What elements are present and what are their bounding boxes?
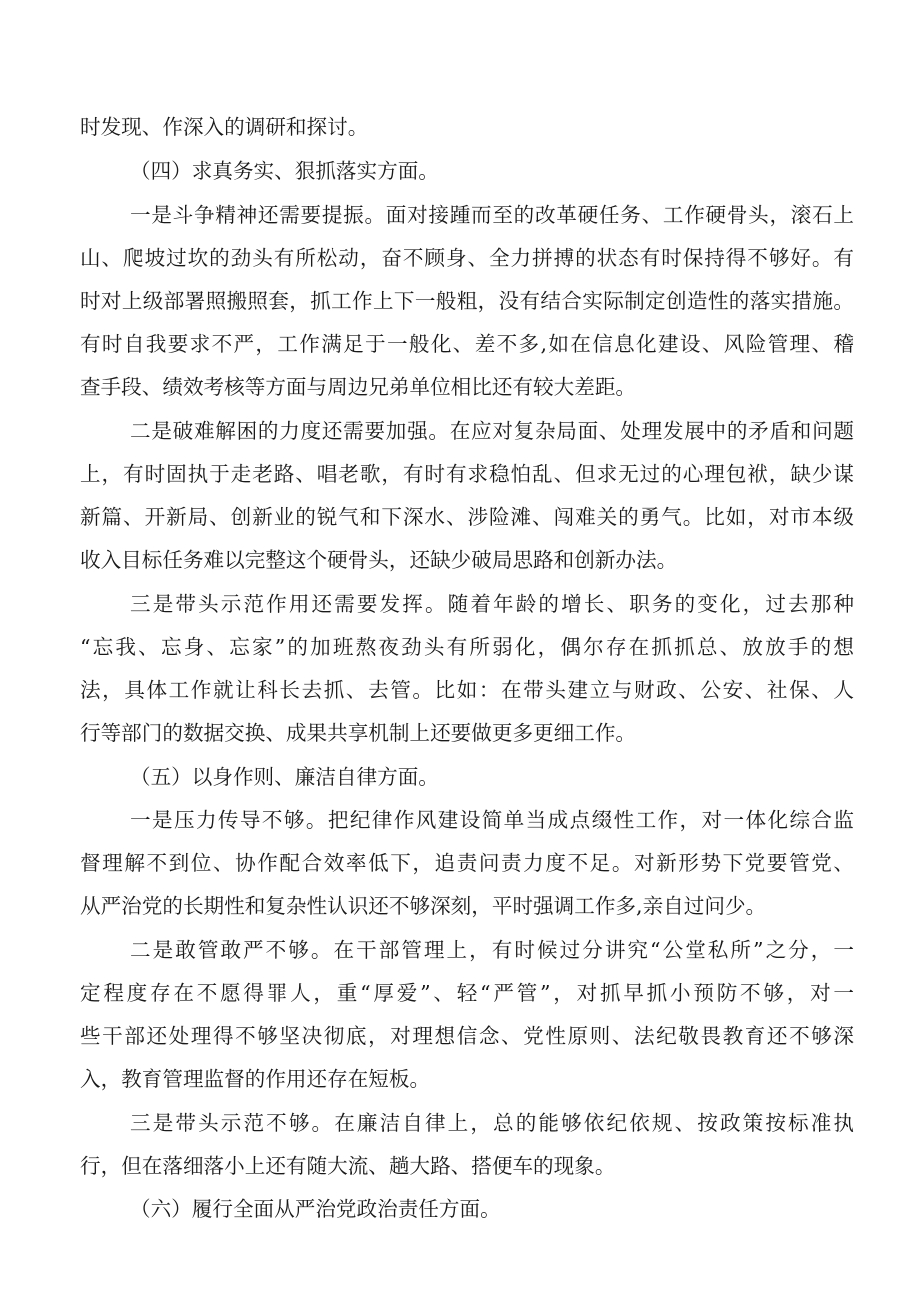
text-line: 些干部还处理得不够坚决彻底，对理想信念、党性原则、法纪敬畏教育还不够深: [80, 1024, 854, 1048]
text-line: 行，但在落细落小上还有随大流、趟大路、搭便车的现象。: [80, 1154, 616, 1178]
section-heading: （六）履行全面从严治党政治责任方面。: [130, 1197, 501, 1221]
section-heading: （五）以身作则、廉洁自律方面。: [130, 765, 439, 789]
text-line: 法，具体工作就让科长去抓、去管。比如：在带头建立与财政、公安、社保、人: [80, 678, 854, 702]
text-line: 行等部门的数据交换、成果共享机制上还要做更多更细工作。: [80, 721, 637, 745]
text-line: 时对上级部署照搬照套，抓工作上下一般粗，没有结合实际制定创造性的落实措施。: [80, 289, 854, 313]
paragraph-first-line: 一是压力传导不够。把纪律作风建设简单当成点缀性工作，对一体化综合监: [130, 808, 854, 832]
text-line: 时发现、作深入的调研和探讨。: [80, 115, 369, 139]
text-line: 定程度存在不愿得罪人，重“厚爱”、轻“严管”，对抓早抓小预防不够，对一: [80, 981, 854, 1005]
text-line: 山、爬坡过坎的劲头有所松动，奋不顾身、全力拼搏的状态有时保持得不够好。有: [80, 246, 854, 270]
paragraph-first-line: 二是敢管敢严不够。在干部管理上，有时候过分讲究“公堂私所”之分，一: [130, 938, 854, 962]
text-line: 收入目标任务难以完整这个硬骨头，还缺少破局思路和创新办法。: [80, 548, 678, 572]
section-heading: （四）求真务实、狠抓落实方面。: [130, 159, 439, 183]
paragraph-first-line: 三是带头示范作用还需要发挥。随着年龄的增长、职务的变化，过去那种: [130, 592, 854, 616]
text-line: “忘我、忘身、忘家”的加班熬夜劲头有所弱化，偶尔存在抓抓总、放放手的想: [80, 635, 854, 659]
text-line: 新篇、开新局、创新业的锐气和下深水、涉险滩、闯难关的勇气。比如，对市本级: [80, 505, 854, 529]
text-line: 有时自我要求不严，工作满足于一般化、差不多,如在信息化建设、风险管理、稽: [80, 332, 854, 356]
text-line: 入，教育管理监督的作用还存在短板。: [80, 1067, 431, 1091]
paragraph-first-line: 三是带头示范不够。在廉洁自律上，总的能够依纪依规、按政策按标准执: [130, 1111, 854, 1135]
paragraph-first-line: 二是破难解困的力度还需要加强。在应对复杂局面、处理发展中的矛盾和问题: [130, 419, 854, 443]
text-line: 督理解不到位、协作配合效率低下，追责问责力度不足。对新形势下党要管党、: [80, 851, 854, 875]
paragraph-first-line: 一是斗争精神还需要提振。面对接踵而至的改革硬任务、工作硬骨头，滚石上: [130, 203, 854, 227]
text-line: 上，有时固执于走老路、唱老歌，有时有求稳怕乱、但求无过的心理包袱，缺少谋: [80, 462, 854, 486]
text-line: 查手段、绩效考核等方面与周边兄弟单位相比还有较大差距。: [80, 375, 637, 399]
text-line: 从严治党的长期性和复杂性认识还不够深刻，平时强调工作多,亲自过问少。: [80, 894, 767, 918]
